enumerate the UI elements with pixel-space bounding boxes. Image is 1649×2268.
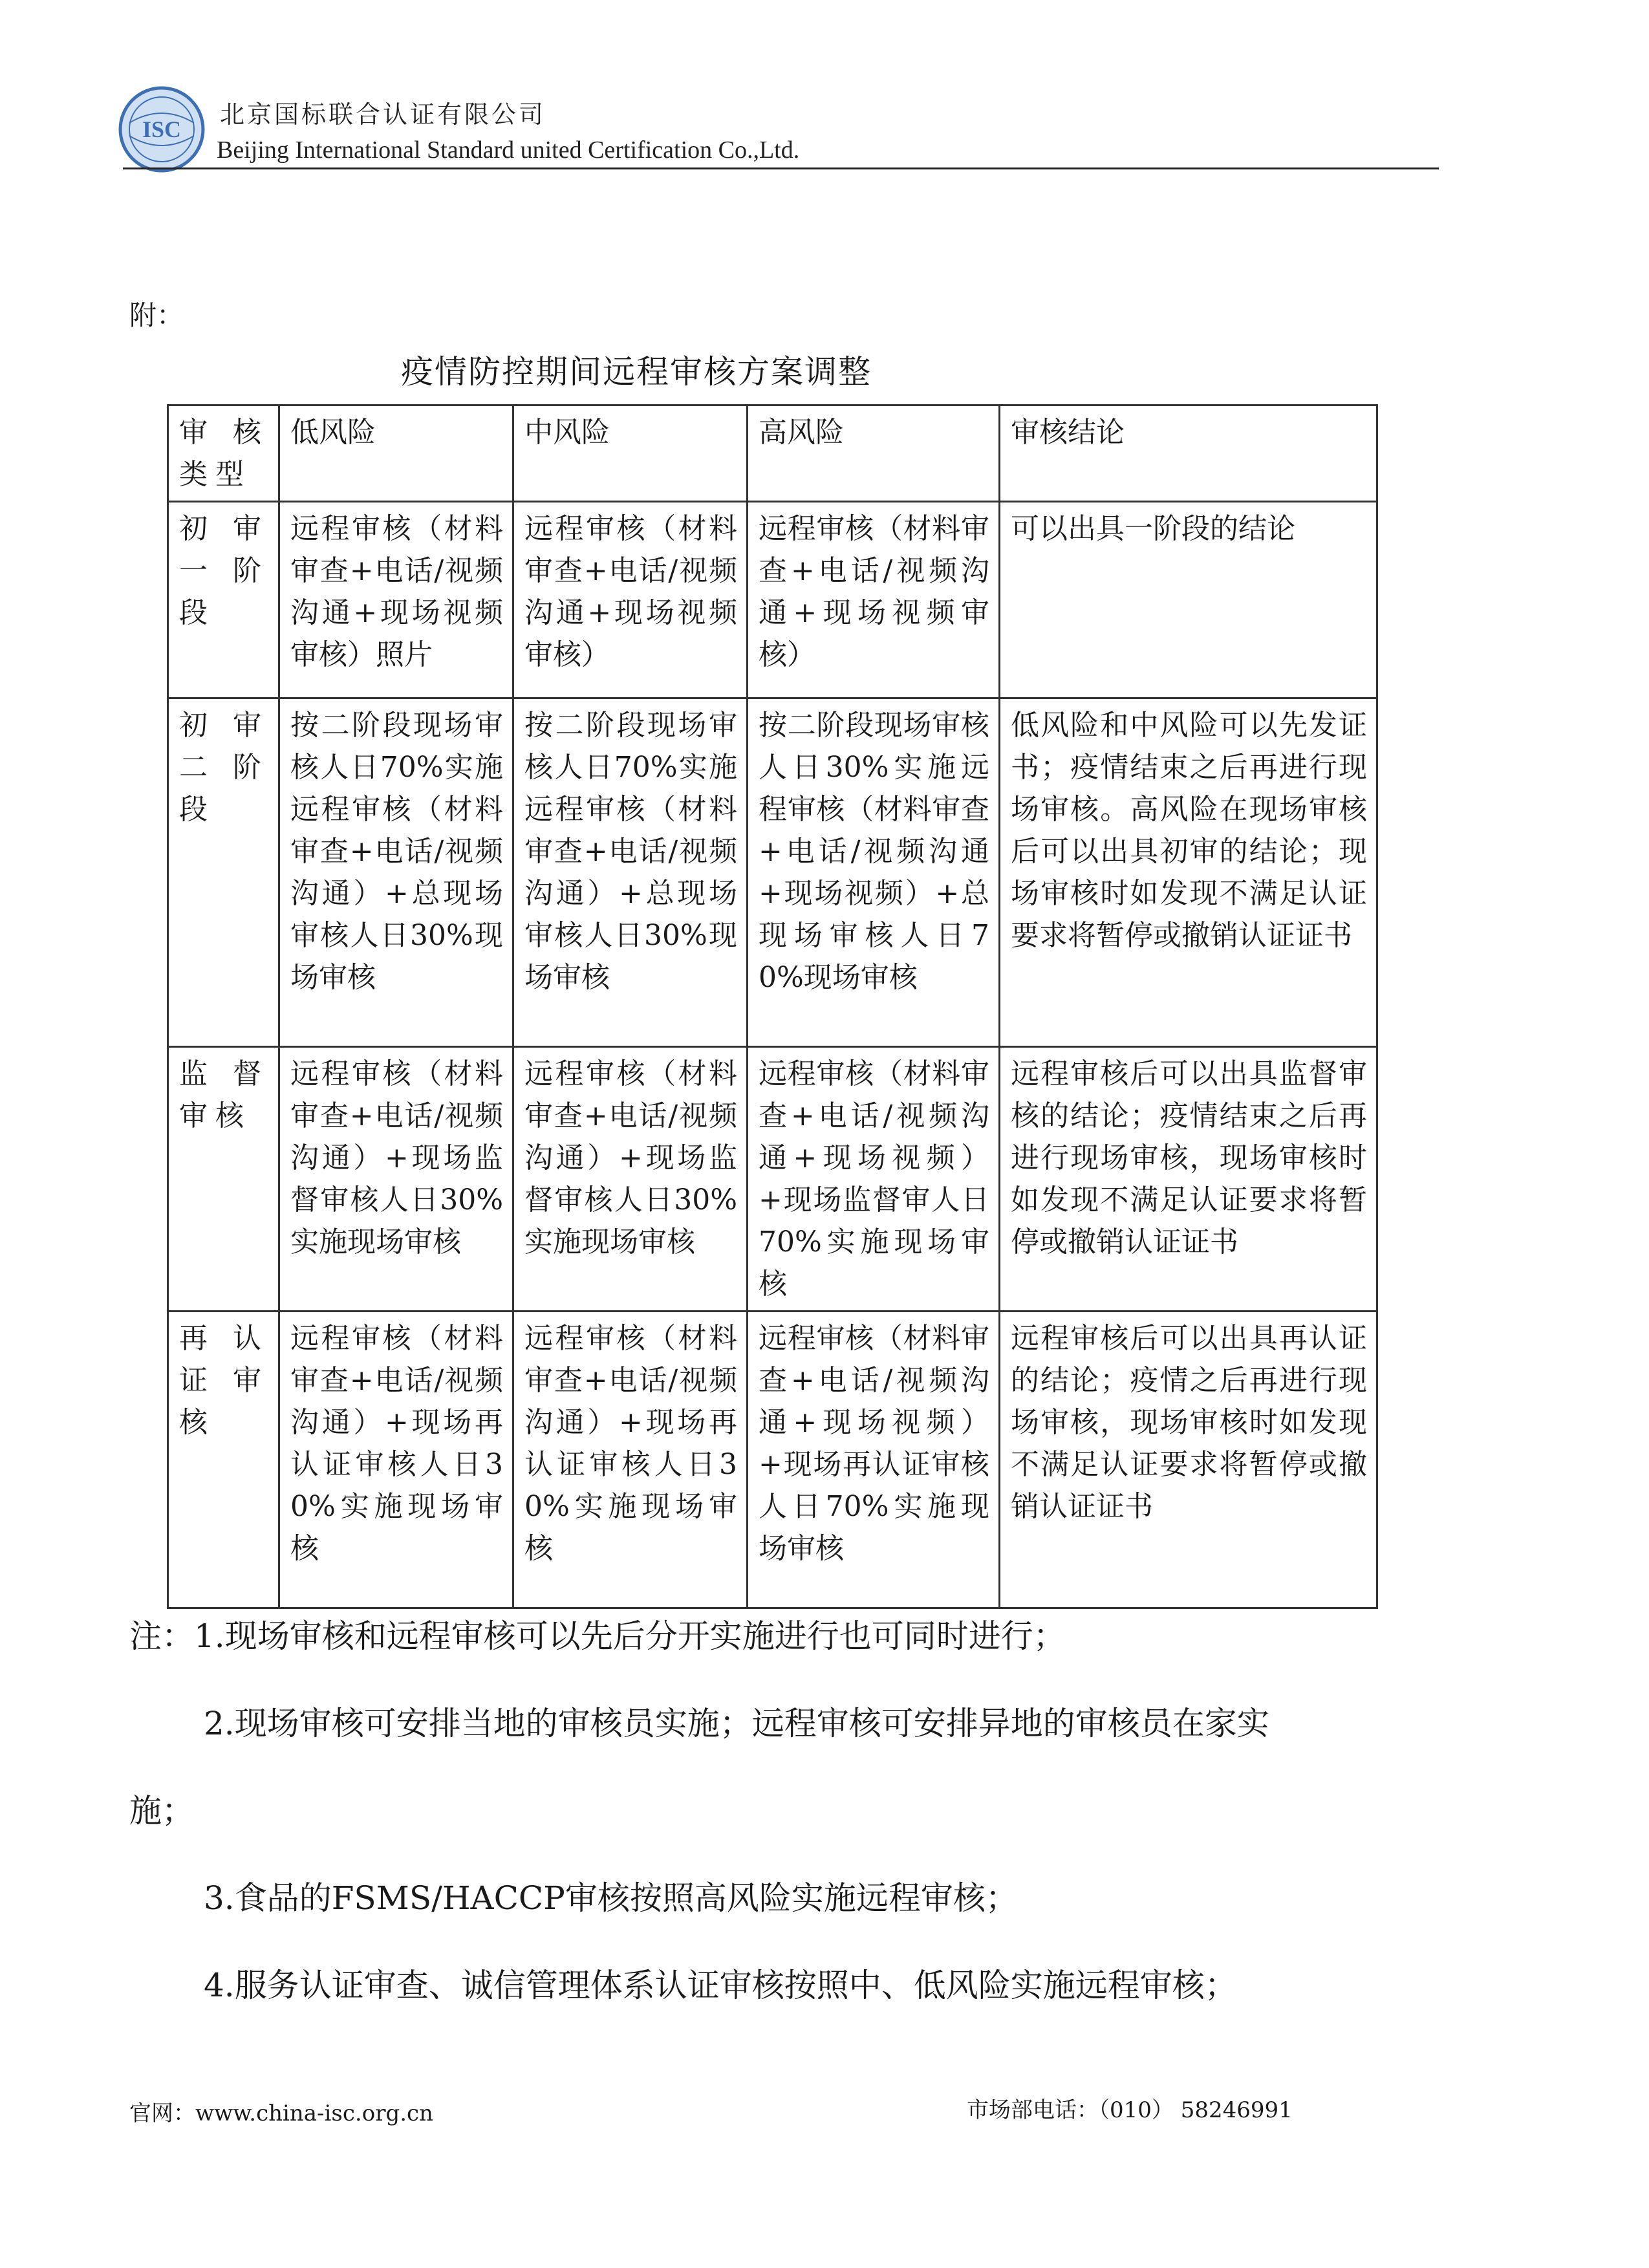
- row-audit-type: 初审一阶段: [168, 502, 279, 698]
- table-row: [168, 698, 1377, 1047]
- cell-high-risk: 按二阶段现场审核人日30%实施远程审核（材料审查+电话/视频沟通+现场视频）+总现场审核人日70%现场审核: [748, 698, 1000, 1047]
- cell-medium-risk: 远程审核（材料审查+电话/视频沟通）+现场再认证审核人日30%实施现场审核: [513, 1312, 748, 1608]
- row-audit-type: 初审二阶段: [168, 698, 279, 1047]
- header-medium-risk: 中风险: [513, 405, 748, 502]
- company-name-en: Beijing International Standard united Certification Co.,Ltd.: [217, 136, 800, 164]
- document-title: 疫情防控期间远程审核方案调整: [401, 353, 872, 391]
- company-name-cn: 北京国标联合认证有限公司: [220, 100, 546, 129]
- note-item: 2.现场审核可安排当地的审核员实施；远程审核可安排异地的审核员在家实: [204, 1705, 1269, 1742]
- cell-medium-risk: 远程审核（材料审查+电话/视频沟通）+现场监督审核人日30%实施现场审核: [513, 1047, 748, 1312]
- logo-text: ISC: [142, 116, 182, 142]
- cell-high-risk: 远程审核（材料审查+电话/视频沟通+现场视频审核）: [748, 502, 1000, 698]
- audit-plan-table: [167, 404, 1378, 1609]
- table-header-row: [168, 405, 1377, 502]
- cell-conclusion: 远程审核后可以出具再认证的结论；疫情之后再进行现场审核，现场审核时如发现不满足认证要求将暂停或撤销认证证书: [1000, 1312, 1377, 1608]
- note-item: 施；: [129, 1792, 194, 1830]
- table-row: [168, 1047, 1377, 1312]
- header-divider: [123, 167, 1439, 169]
- cell-conclusion: 低风险和中风险可以先发证书；疫情结束之后再进行现场审核。高风险在现场审核后可以出具初审的结论；现场审核时如发现不满足认证要求将暂停或撤销认证证书: [1000, 698, 1377, 1047]
- header-audit-type: 审核类型: [168, 405, 279, 502]
- company-logo-icon: [116, 84, 207, 175]
- note-item: 3.食品的FSMS/HACCP审核按照高风险实施远程审核；: [204, 1879, 1018, 1917]
- footer-website: 官网：www.china-isc.org.cn: [129, 2101, 433, 2126]
- cell-medium-risk: 按二阶段现场审核人日70%实施远程审核（材料审查+电话/视频沟通）+总现场审核人日30%现场审核: [513, 698, 748, 1047]
- cell-conclusion: 远程审核后可以出具监督审核的结论；疫情结束之后再进行现场审核，现场审核时如发现不满足认证要求将暂停或撤销认证证书: [1000, 1047, 1377, 1312]
- header-high-risk: 高风险: [748, 405, 1000, 502]
- attachment-label: 附：: [129, 299, 184, 331]
- footer-phone: 市场部电话：（010） 58246991: [967, 2097, 1293, 2123]
- cell-medium-risk: 远程审核（材料审查+电话/视频沟通+现场视频审核）: [513, 502, 748, 698]
- cell-conclusion: 可以出具一阶段的结论: [1000, 502, 1377, 698]
- cell-low-risk: 远程审核（材料审查+电话/视频沟通）+现场监督审核人日30%实施现场审核: [279, 1047, 513, 1312]
- cell-low-risk: 远程审核（材料审查+电话/视频沟通+现场视频审核）照片: [279, 502, 513, 698]
- cell-low-risk: 按二阶段现场审核人日70%实施远程审核（材料审查+电话/视频沟通）+总现场审核人日30%现场审核: [279, 698, 513, 1047]
- table-row: [168, 1312, 1377, 1608]
- cell-high-risk: 远程审核（材料审查+电话/视频沟通+现场视频）+现场监督审人日70%实施现场审核: [748, 1047, 1000, 1312]
- table-row: [168, 502, 1377, 698]
- cell-high-risk: 远程审核（材料审查+电话/视频沟通+现场视频）+现场再认证审核人日70%实施现场审核: [748, 1312, 1000, 1608]
- row-audit-type: 监督审核: [168, 1047, 279, 1312]
- note-item: 注：1.现场审核和远程审核可以先后分开实施进行也可同时进行；: [129, 1617, 1066, 1655]
- header-low-risk: 低风险: [279, 405, 513, 502]
- row-audit-type: 再认证审核: [168, 1312, 279, 1608]
- note-item: 4.服务认证审查、诚信管理体系认证审核按照中、低风险实施远程审核；: [204, 1967, 1237, 2004]
- cell-low-risk: 远程审核（材料审查+电话/视频沟通）+现场再认证审核人日30%实施现场审核: [279, 1312, 513, 1608]
- header-conclusion: 审核结论: [1000, 405, 1377, 502]
